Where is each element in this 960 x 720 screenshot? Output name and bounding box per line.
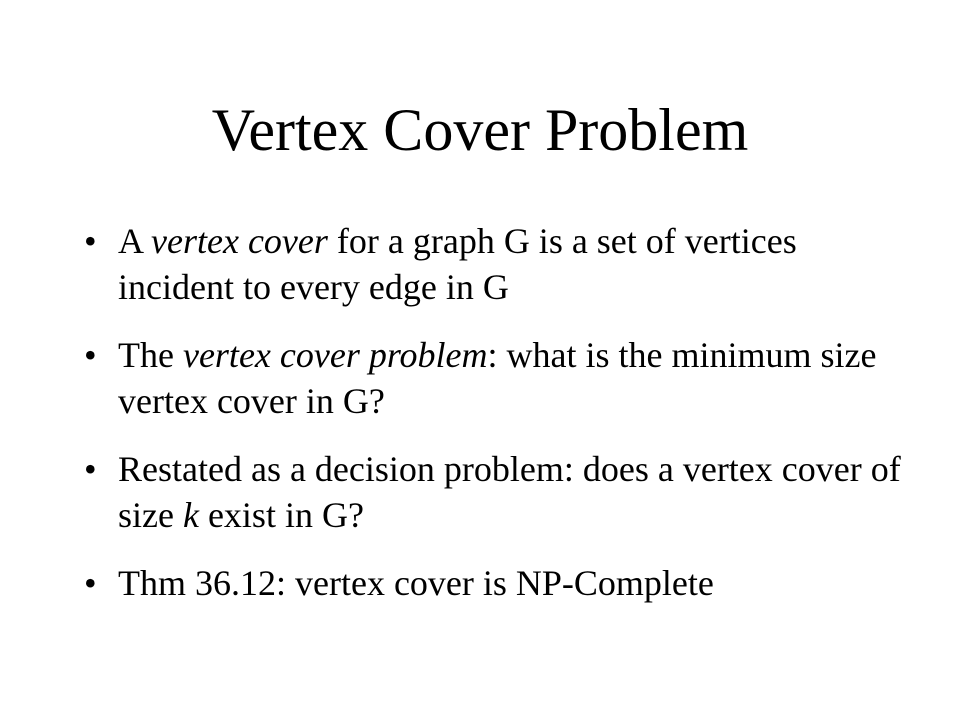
- slide-title: Vertex Cover Problem: [211, 97, 749, 163]
- bullet-segment: exist in G?: [198, 495, 364, 535]
- bullet-text: [118, 449, 901, 535]
- bullet-item: [84, 446, 914, 538]
- bullet-list: [84, 218, 914, 628]
- bullet-text: [118, 563, 714, 603]
- bullet-segment-italic: k: [182, 495, 199, 535]
- bullet-item: [84, 218, 914, 310]
- bullet-segment-italic: vertex cover: [151, 221, 328, 261]
- bullet-dot: •: [84, 563, 97, 603]
- bullet-item: [84, 332, 914, 424]
- bullet-text: [118, 335, 876, 421]
- bullet-item: [84, 560, 914, 606]
- bullet-segment: : what is the minimum size vertex cover in G?: [118, 335, 877, 421]
- bullet-dot: •: [84, 221, 97, 261]
- bullet-segment: Thm 36.12: vertex cover is NP-Complete: [118, 563, 714, 603]
- bullet-segment: The: [118, 335, 183, 375]
- bullet-segment: A: [118, 221, 152, 261]
- bullet-dot: •: [84, 335, 97, 375]
- bullet-segment-italic: vertex cover problem: [182, 335, 488, 375]
- bullet-dot: •: [84, 449, 97, 489]
- bullet-text: [118, 221, 797, 307]
- bullet-segment: Restated as a decision problem: does a vertex cover of size: [118, 449, 901, 535]
- bullet-segment: for a graph G is a set of vertices incident to every edge in G: [118, 221, 797, 307]
